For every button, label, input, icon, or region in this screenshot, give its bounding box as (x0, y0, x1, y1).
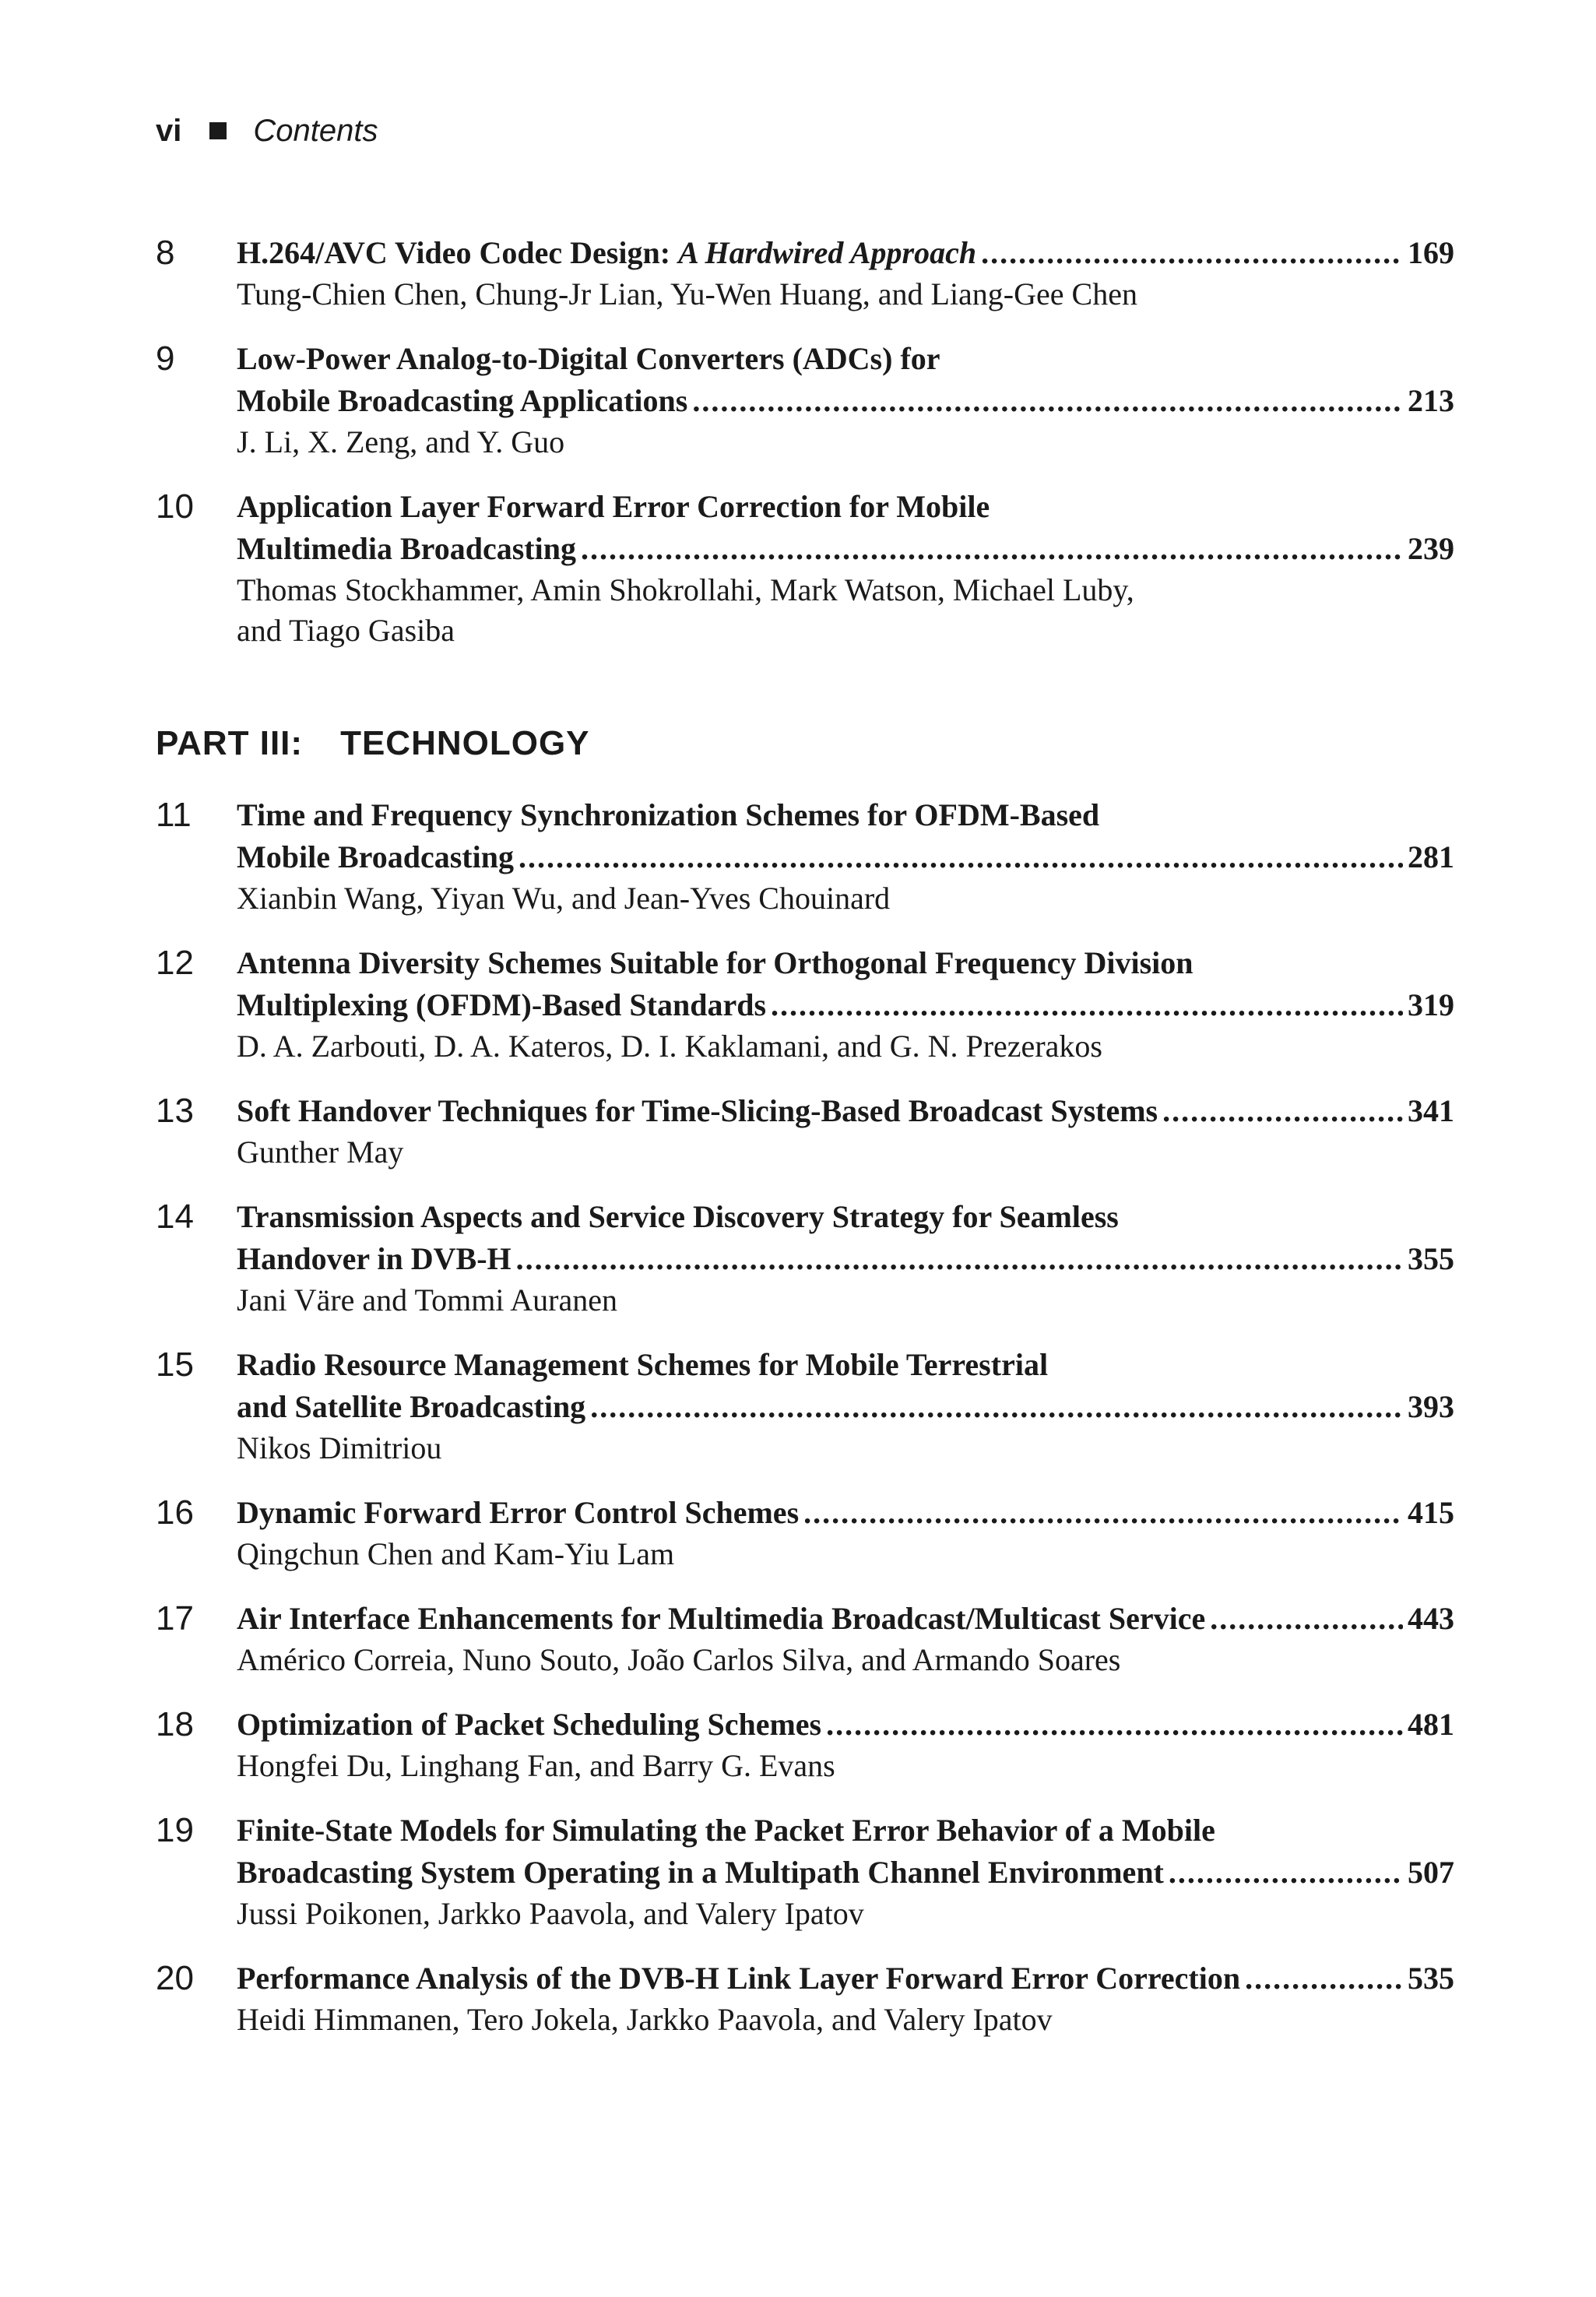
chapter-number: 11 (156, 796, 192, 834)
chapter-title-last-line (237, 1492, 1454, 1534)
dot-leader (692, 380, 1403, 422)
chapter-title-text (237, 380, 687, 422)
chapter-authors: Tung-Chien Chen, Chung-Jr Lian, Yu-Wen Huang, and Liang-Gee Chen (237, 276, 1137, 311)
chapter-title-line: Transmission Aspects and Service Discovery Strategy for Seamless (237, 1199, 1119, 1234)
part-title: TECHNOLOGY (340, 724, 590, 762)
toc-entry[interactable] (156, 1090, 1454, 1173)
toc-entry[interactable] (156, 338, 1454, 463)
chapter-page-number: 355 (1408, 1241, 1454, 1276)
chapter-number: 10 (156, 487, 194, 526)
toc-entry[interactable] (156, 1492, 1454, 1574)
chapter-authors: D. A. Zarbouti, D. A. Kateros, D. I. Kaklamani, and G. N. Prezerakos (237, 1029, 1102, 1064)
chapter-title-text (237, 1238, 511, 1280)
chapter-title-plain: Mobile Broadcasting (237, 839, 514, 874)
chapter-title-plain: Air Interface Enhancements for Multimedia Broadcast/Multicast Service (237, 1601, 1206, 1636)
dot-leader (981, 232, 1403, 274)
dot-leader (1210, 1598, 1403, 1640)
toc-entry[interactable] (156, 1958, 1454, 2040)
chapter-number: 20 (156, 1959, 194, 1997)
toc-entry[interactable] (156, 232, 1454, 315)
chapter-number: 16 (156, 1493, 194, 1532)
chapter-number: 14 (156, 1198, 194, 1236)
chapter-title-text (237, 232, 976, 274)
chapter-title-last-line (237, 984, 1454, 1026)
chapter-page-number: 169 (1408, 235, 1454, 270)
chapter-title-line: Application Layer Forward Error Correction for Mobile (237, 489, 990, 524)
chapter-title-text (237, 1598, 1205, 1640)
running-head (156, 107, 378, 154)
toc-entry[interactable] (156, 486, 1454, 651)
chapter-title-text (237, 1852, 1164, 1894)
chapter-page-number: 415 (1408, 1495, 1454, 1530)
chapter-number: 8 (156, 234, 175, 272)
chapter-authors: Thomas Stockhammer, Amin Shokrollahi, Mark Watson, Michael Luby, (237, 572, 1134, 607)
chapter-authors: J. Li, X. Zeng, and Y. Guo (237, 424, 565, 459)
toc-entry[interactable] (156, 1810, 1454, 1934)
chapter-title-text (237, 1958, 1240, 2000)
chapter-title-text (237, 984, 766, 1026)
chapter-title-plain: Performance Analysis of the DVB-H Link Layer Forward Error Correction (237, 1961, 1241, 1996)
chapter-title-text (237, 1386, 585, 1428)
chapter-title-line: Antenna Diversity Schemes Suitable for Orthogonal Frequency Division (237, 945, 1193, 980)
chapter-authors: and Tiago Gasiba (237, 613, 455, 648)
chapter-title-last-line (237, 528, 1454, 570)
chapter-title-text (237, 1492, 799, 1534)
dot-leader (1169, 1852, 1403, 1894)
chapter-title-last-line (237, 1386, 1454, 1428)
chapter-title-line: Time and Frequency Synchronization Schemes for OFDM-Based (237, 797, 1100, 832)
dot-leader (826, 1704, 1403, 1746)
chapter-number: 18 (156, 1705, 194, 1743)
toc-entry[interactable] (156, 1196, 1454, 1321)
chapter-title-last-line (237, 1238, 1454, 1280)
chapter-title-text (237, 1704, 821, 1746)
chapter-page-number: 481 (1408, 1707, 1454, 1742)
toc-entry[interactable] (156, 1598, 1454, 1680)
chapter-title-last-line (237, 1704, 1454, 1746)
dot-leader (590, 1386, 1403, 1428)
chapter-number: 9 (156, 339, 175, 378)
chapter-title-text (237, 836, 514, 878)
chapter-title-plain: Handover in DVB-H (237, 1241, 511, 1276)
chapter-authors: Heidi Himmanen, Tero Jokela, Jarkko Paavola, and Valery Ipatov (237, 2002, 1053, 2037)
chapter-title-line: Radio Resource Management Schemes for Mobile Terrestrial (237, 1347, 1049, 1382)
chapter-authors: Gunther May (237, 1134, 404, 1170)
chapter-page-number: 507 (1408, 1855, 1454, 1890)
chapter-title-plain: Multimedia Broadcasting (237, 531, 576, 566)
chapter-title-last-line (237, 1598, 1454, 1640)
chapter-title-last-line (237, 232, 1454, 274)
chapter-title-text (237, 1090, 1158, 1132)
chapter-number: 15 (156, 1345, 194, 1384)
toc-list-part-3 (156, 794, 1454, 2063)
chapter-number: 13 (156, 1092, 194, 1130)
chapter-title-plain: and Satellite Broadcasting (237, 1389, 586, 1424)
chapter-title-line: Low-Power Analog-to-Digital Converters (ADCs) for (237, 341, 940, 376)
chapter-title-plain: Dynamic Forward Error Control Schemes (237, 1495, 800, 1530)
chapter-authors: Hongfei Du, Linghang Fan, and Barry G. Evans (237, 1748, 835, 1783)
chapter-title-plain: Broadcasting System Operating in a Multipath Channel Environment (237, 1855, 1164, 1890)
chapter-authors: Xianbin Wang, Yiyan Wu, and Jean-Yves Chouinard (237, 881, 891, 916)
chapter-page-number: 443 (1408, 1601, 1454, 1636)
chapter-title-plain: Optimization of Packet Scheduling Schemes (237, 1707, 822, 1742)
dot-leader (803, 1492, 1403, 1534)
dot-leader (581, 528, 1403, 570)
page-number: vi (156, 113, 182, 148)
chapter-page-number: 281 (1408, 839, 1454, 874)
toc-entry[interactable] (156, 794, 1454, 919)
chapter-title-text (237, 528, 576, 570)
chapter-authors: Jussi Poikonen, Jarkko Paavola, and Valery Ipatov (237, 1896, 864, 1931)
toc-entry[interactable] (156, 1344, 1454, 1469)
chapter-page-number: 341 (1408, 1093, 1454, 1128)
dot-leader (519, 836, 1403, 878)
dot-leader (1245, 1958, 1403, 2000)
chapter-title-last-line (237, 1958, 1454, 2000)
chapter-number: 17 (156, 1599, 194, 1637)
toc-entry[interactable] (156, 1704, 1454, 1786)
chapter-authors: Jani Väre and Tommi Auranen (237, 1282, 617, 1317)
chapter-number: 19 (156, 1811, 194, 1849)
chapter-page-number: 319 (1408, 987, 1454, 1022)
dot-leader (771, 984, 1403, 1026)
dot-leader (516, 1238, 1403, 1280)
chapter-authors: Nikos Dimitriou (237, 1430, 442, 1465)
chapter-title-line: Finite-State Models for Simulating the Packet Error Behavior of a Mobile (237, 1813, 1215, 1848)
chapter-title-plain: Multiplexing (OFDM)-Based Standards (237, 987, 767, 1022)
chapter-title-plain: Mobile Broadcasting Applications (237, 383, 688, 418)
chapter-page-number: 239 (1408, 531, 1454, 566)
part-label: PART III: (156, 724, 304, 762)
chapter-title-italic: A Hardwired Approach (678, 235, 977, 270)
chapter-authors: Qingchun Chen and Kam-Yiu Lam (237, 1536, 675, 1571)
toc-list-part-2 (156, 232, 1454, 674)
toc-entry[interactable] (156, 942, 1454, 1067)
chapter-title-last-line (237, 1090, 1454, 1132)
chapter-title-plain: H.264/AVC Video Codec Design: (237, 235, 679, 270)
square-bullet-icon (209, 122, 227, 139)
chapter-page-number: 535 (1408, 1961, 1454, 1996)
chapter-page-number: 393 (1408, 1389, 1454, 1424)
part-heading (156, 724, 590, 763)
running-head-title: Contents (253, 113, 378, 148)
chapter-title-last-line (237, 1852, 1454, 1894)
chapter-title-plain: Soft Handover Techniques for Time-Slicing-Based Broadcast Systems (237, 1093, 1158, 1128)
chapter-number: 12 (156, 944, 194, 982)
chapter-authors: Américo Correia, Nuno Souto, João Carlos Silva, and Armando Soares (237, 1642, 1121, 1677)
chapter-title-last-line (237, 380, 1454, 422)
chapter-title-last-line (237, 836, 1454, 878)
chapter-page-number: 213 (1408, 383, 1454, 418)
dot-leader (1162, 1090, 1403, 1132)
